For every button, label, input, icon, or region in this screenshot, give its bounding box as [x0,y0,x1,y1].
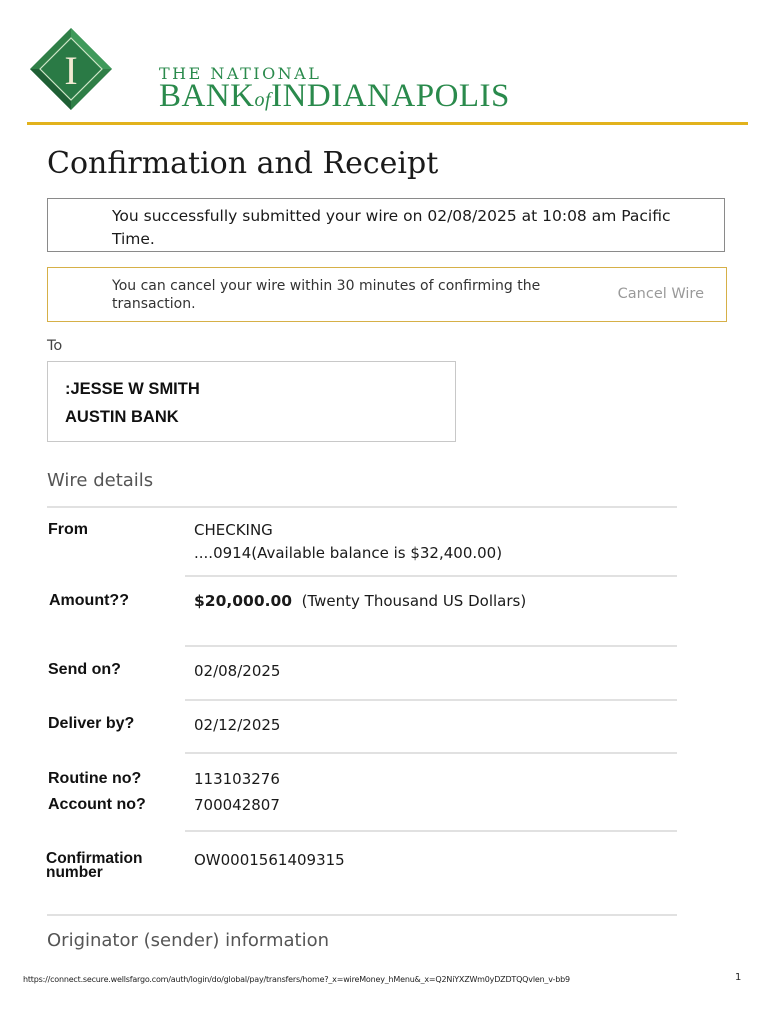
recipient-bank: AUSTIN BANK [65,408,179,426]
recipient-card [47,361,456,442]
bank-name-line2: BANKofINDIANAPOLIS [159,78,510,114]
page-number: 1 [735,972,742,983]
divider [185,645,677,647]
divider [185,830,677,832]
amount-number: $20,000.00 [194,592,293,610]
page-title: Confirmation and Receipt [47,146,439,181]
account-value: 700042807 [194,796,280,814]
account-label: Account no? [48,796,146,813]
confirmation-label: Confirmation number [46,850,143,881]
send-on-value: 02/08/2025 [194,662,281,680]
header-divider [27,122,748,125]
recipient-name: :JESSE W SMITH [65,380,200,398]
send-on-label: Send on? [48,661,121,678]
deliver-by-value: 02/12/2025 [194,716,281,734]
success-message: You successfully submitted your wire on 02/08/2025 at 10:08 am Pacific Time. [112,207,671,248]
divider [185,575,677,577]
bank-name-line1: THE NATIONAL [159,64,322,83]
cancel-message: You can cancel your wire within 30 minutes of confirming the transaction. [112,278,541,312]
divider [47,914,677,916]
divider [47,506,677,508]
footer-url: https://connect.secure.wellsfargo.com/auth/login/do/global/pay/transfers/home?_x=wireMoney_hMenu&_x=Q2NiYXZWm0yDZDTQQvlen_v-bb9 [23,975,570,984]
from-balance: ....0914(Available balance is $32,400.00) [194,544,503,562]
originator-heading: Originator (sender) information [47,930,330,951]
to-label: To [47,338,63,354]
amount-value [194,592,526,610]
bank-logo [28,26,510,116]
bank-diamond-logo-icon [28,26,114,112]
cancel-notice [47,267,727,322]
from-account: CHECKING [194,521,273,539]
divider [185,699,677,701]
routine-value: 113103276 [194,770,280,788]
confirmation-number: OW0001561409315 [194,851,345,869]
divider [185,752,677,754]
svg-text:I: I [64,48,78,93]
wire-details-heading: Wire details [47,470,154,491]
from-label: From [48,521,88,538]
success-notice [47,198,725,252]
deliver-by-label: Deliver by? [48,715,135,732]
amount-words: (Twenty Thousand US Dollars) [301,592,527,610]
cancel-wire-button[interactable]: Cancel Wire [617,286,704,302]
amount-label: Amount?? [49,592,129,609]
routine-label: Routine no? [48,770,142,787]
